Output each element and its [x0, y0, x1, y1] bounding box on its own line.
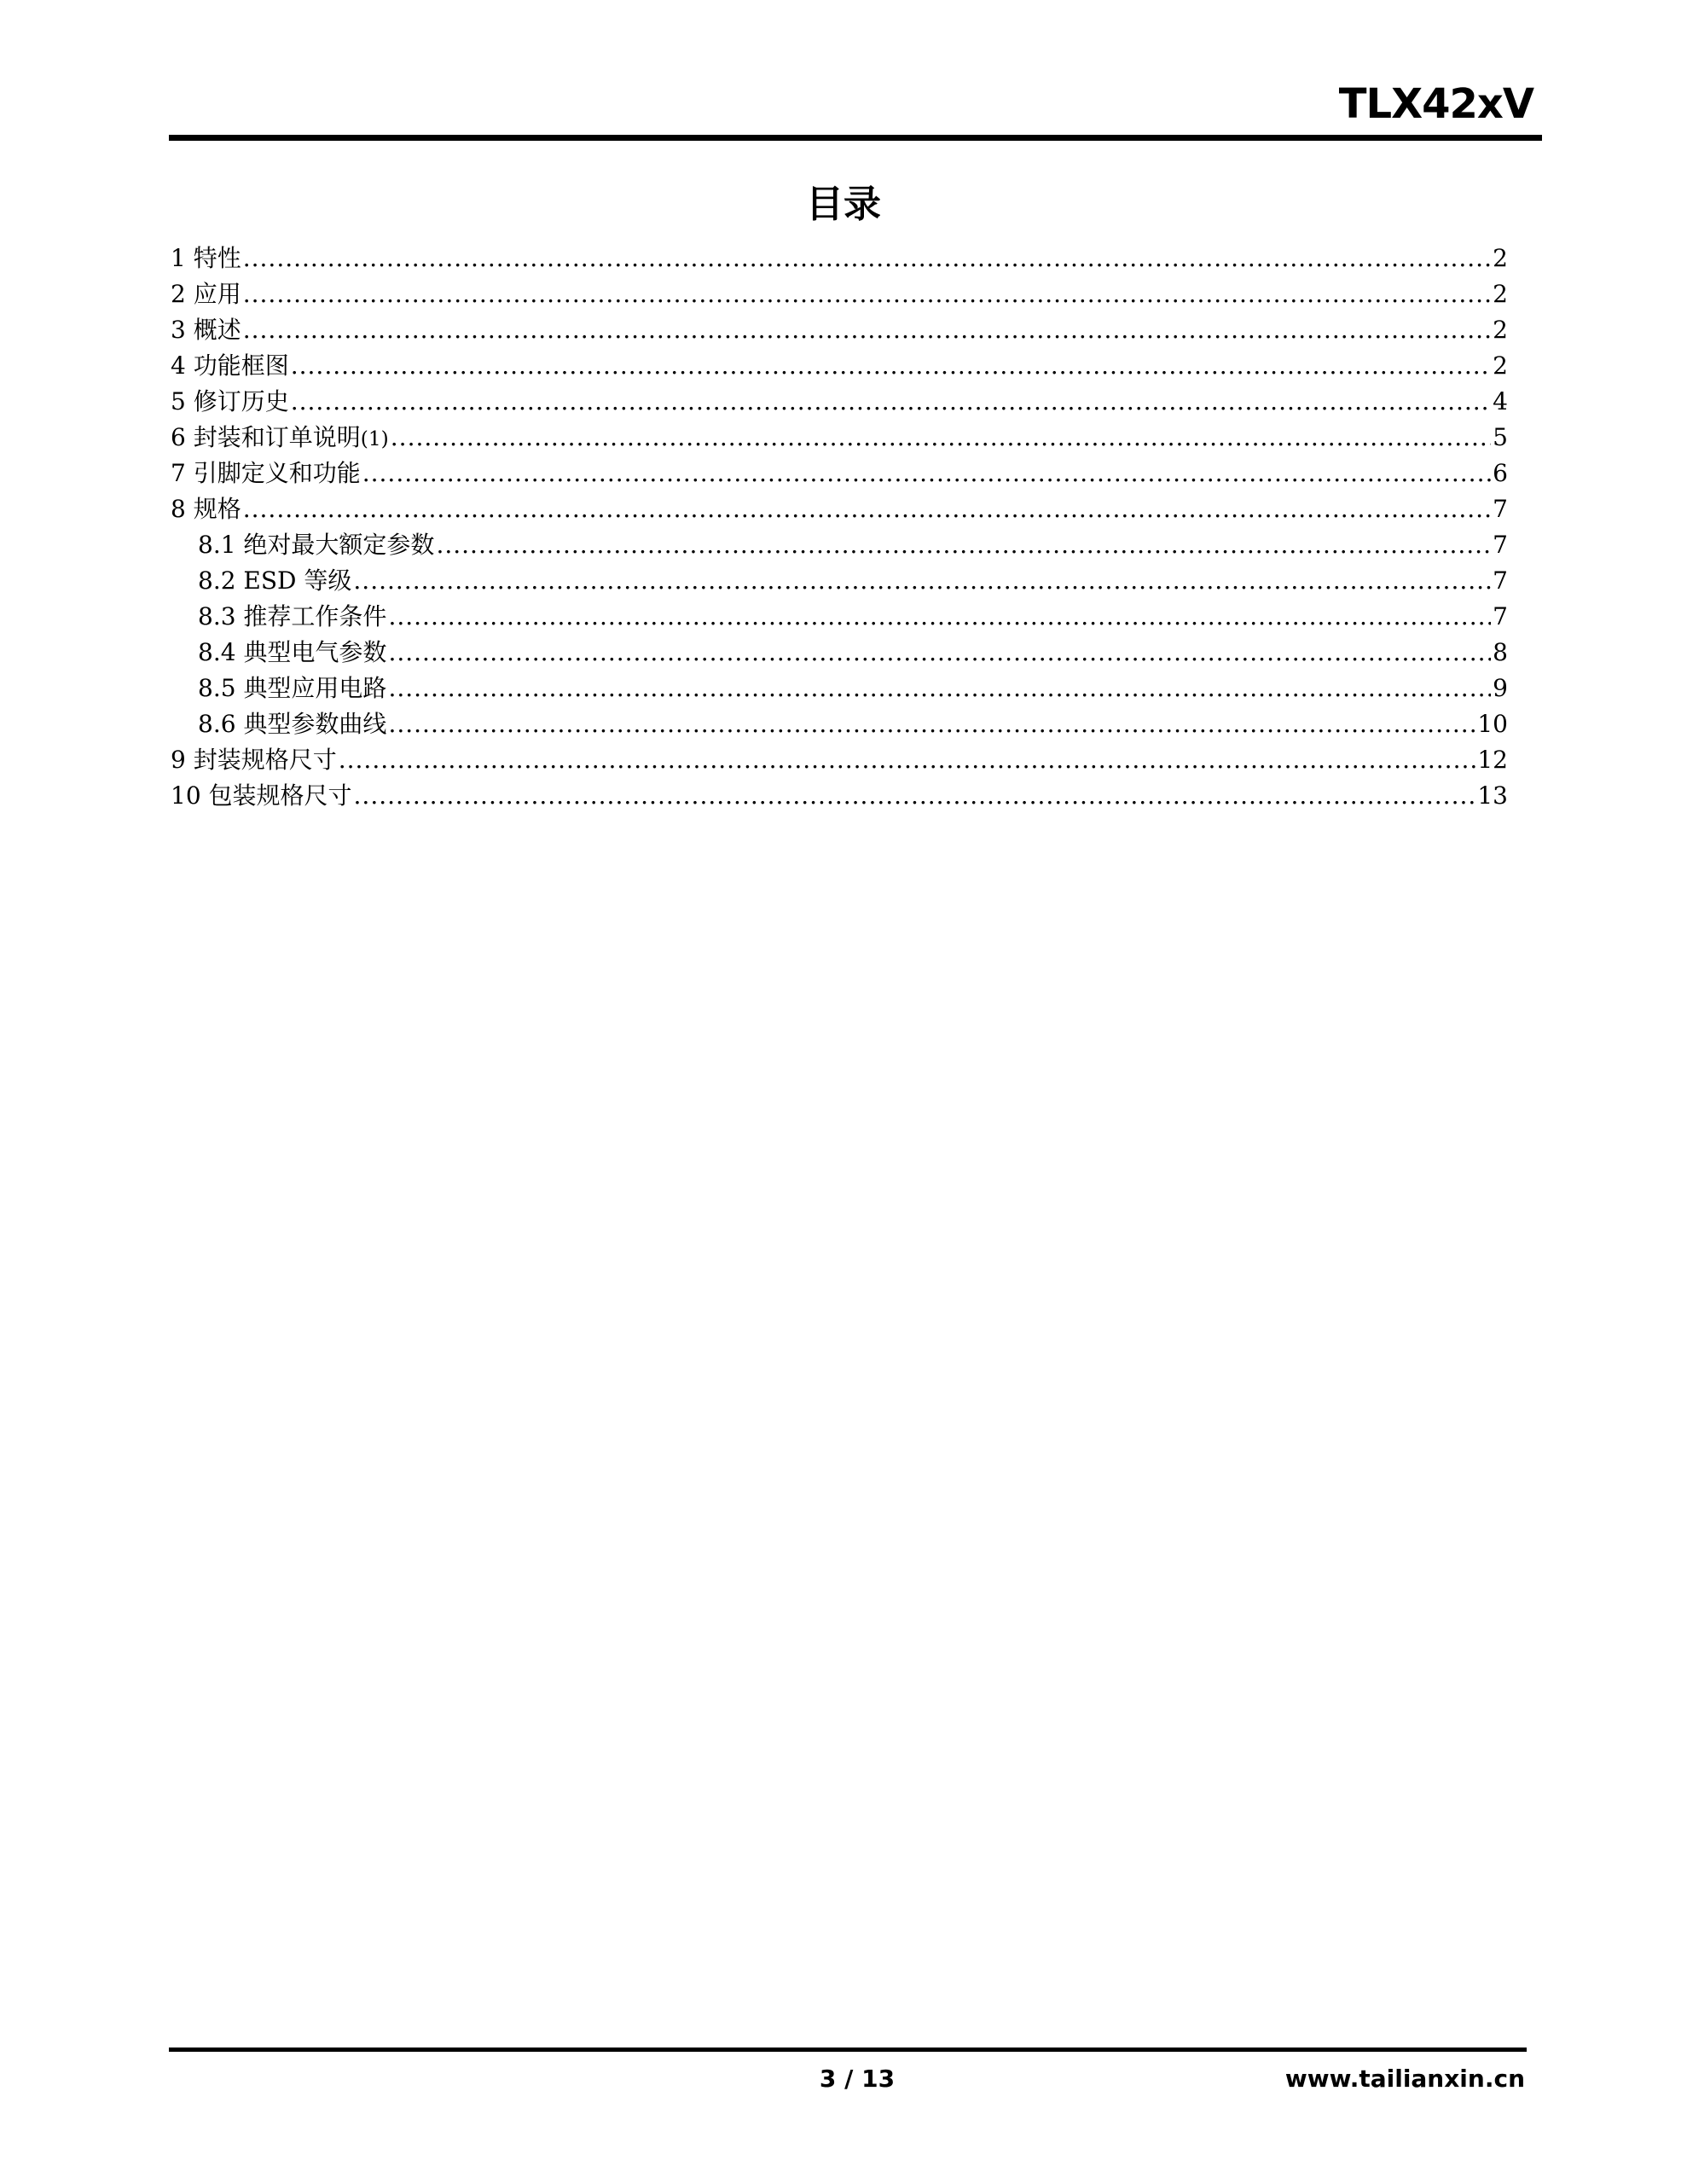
- toc-dot-leader: [353, 563, 1491, 599]
- toc-entry-label: 7 引脚定义和功能: [171, 459, 361, 487]
- toc-entry-label: 8.2 ESD 等级: [198, 566, 352, 595]
- document-title: TLX42xV: [1338, 80, 1533, 128]
- toc-entry-label: 2 应用: [171, 280, 241, 308]
- toc-entry[interactable]: [171, 742, 1508, 778]
- toc-entry-label: 10 包装规格尺寸: [171, 781, 352, 810]
- toc-entry[interactable]: [171, 456, 1508, 491]
- toc-dot-leader: [388, 706, 1475, 742]
- toc-entry-page: 12: [1477, 746, 1508, 774]
- page-number: 3 / 13: [819, 2065, 896, 2093]
- toc-entry-page: 7: [1493, 495, 1508, 523]
- toc-dot-leader: [436, 527, 1491, 563]
- toc-entry-page: 7: [1493, 566, 1508, 595]
- header-divider: [169, 135, 1542, 141]
- toc-entry-label: 8.5 典型应用电路: [198, 674, 387, 702]
- toc-entry-page: 2: [1493, 280, 1508, 308]
- toc-entry-page: 7: [1493, 531, 1508, 559]
- toc-heading: 目录: [806, 183, 881, 226]
- toc-entry-page: 6: [1493, 459, 1508, 487]
- toc-subentry[interactable]: [171, 635, 1508, 671]
- toc-dot-leader: [339, 742, 1476, 778]
- toc-entry-label: 3 概述: [171, 316, 241, 344]
- toc-entry-page: 10: [1477, 710, 1508, 738]
- toc-dot-leader: [354, 778, 1476, 814]
- toc-entry[interactable]: [171, 276, 1508, 312]
- toc-entry-label: 1 特性: [171, 244, 241, 272]
- toc-dot-leader: [243, 312, 1491, 348]
- toc-dot-leader: [291, 384, 1491, 420]
- footer-divider: [169, 2048, 1527, 2052]
- toc-entry[interactable]: [171, 491, 1508, 527]
- toc-entry-page: 2: [1493, 351, 1508, 380]
- toc-subentry[interactable]: [171, 527, 1508, 563]
- toc-entry-page: 2: [1493, 316, 1508, 344]
- toc-subentry[interactable]: [171, 671, 1508, 706]
- toc-entry-label: 8.1 绝对最大额定参数: [198, 531, 435, 559]
- toc-entry-label: 4 功能框图: [171, 351, 289, 380]
- toc-entry-page: 5: [1493, 423, 1508, 451]
- toc-entry[interactable]: [171, 384, 1508, 420]
- toc-entry-footnote-marker: (1): [360, 427, 389, 450]
- toc-entry-label: 9 封装规格尺寸: [171, 746, 337, 774]
- toc-entry-label: 8.4 典型电气参数: [198, 638, 387, 666]
- toc-entry[interactable]: [171, 312, 1508, 348]
- toc-dot-leader: [291, 348, 1491, 384]
- toc-entry[interactable]: [171, 348, 1508, 384]
- toc-dot-leader: [243, 241, 1491, 276]
- toc-list: [171, 241, 1508, 814]
- toc-entry[interactable]: [171, 241, 1508, 276]
- toc-dot-leader: [388, 599, 1491, 635]
- toc-entry-label: 8.3 推荐工作条件: [198, 602, 387, 630]
- toc-entry-page: 7: [1493, 602, 1508, 630]
- toc-dot-leader: [362, 456, 1491, 491]
- toc-subentry[interactable]: [171, 599, 1508, 635]
- toc-entry-label: 8.6 典型参数曲线: [198, 710, 387, 738]
- toc-entry-label: 8 规格: [171, 495, 241, 523]
- toc-entry-page: 4: [1493, 387, 1508, 415]
- toc-entry-page: 13: [1477, 781, 1508, 810]
- toc-entry[interactable]: [171, 778, 1508, 814]
- toc-dot-leader: [243, 491, 1491, 527]
- toc-subentry[interactable]: [171, 706, 1508, 742]
- toc-dot-leader: [391, 420, 1491, 456]
- toc-entry[interactable]: [171, 420, 1508, 456]
- toc-dot-leader: [388, 671, 1491, 706]
- toc-dot-leader: [388, 635, 1491, 671]
- toc-entry-label: 5 修订历史: [171, 387, 289, 415]
- toc-entry-label: 6 封装和订单说明: [171, 423, 361, 451]
- toc-entry-page: 9: [1493, 674, 1508, 702]
- toc-dot-leader: [243, 276, 1491, 312]
- website-link[interactable]: www.tailianxin.cn: [1284, 2065, 1525, 2093]
- toc-subentry[interactable]: [171, 563, 1508, 599]
- toc-entry-page: 8: [1493, 638, 1508, 666]
- toc-entry-page: 2: [1493, 244, 1508, 272]
